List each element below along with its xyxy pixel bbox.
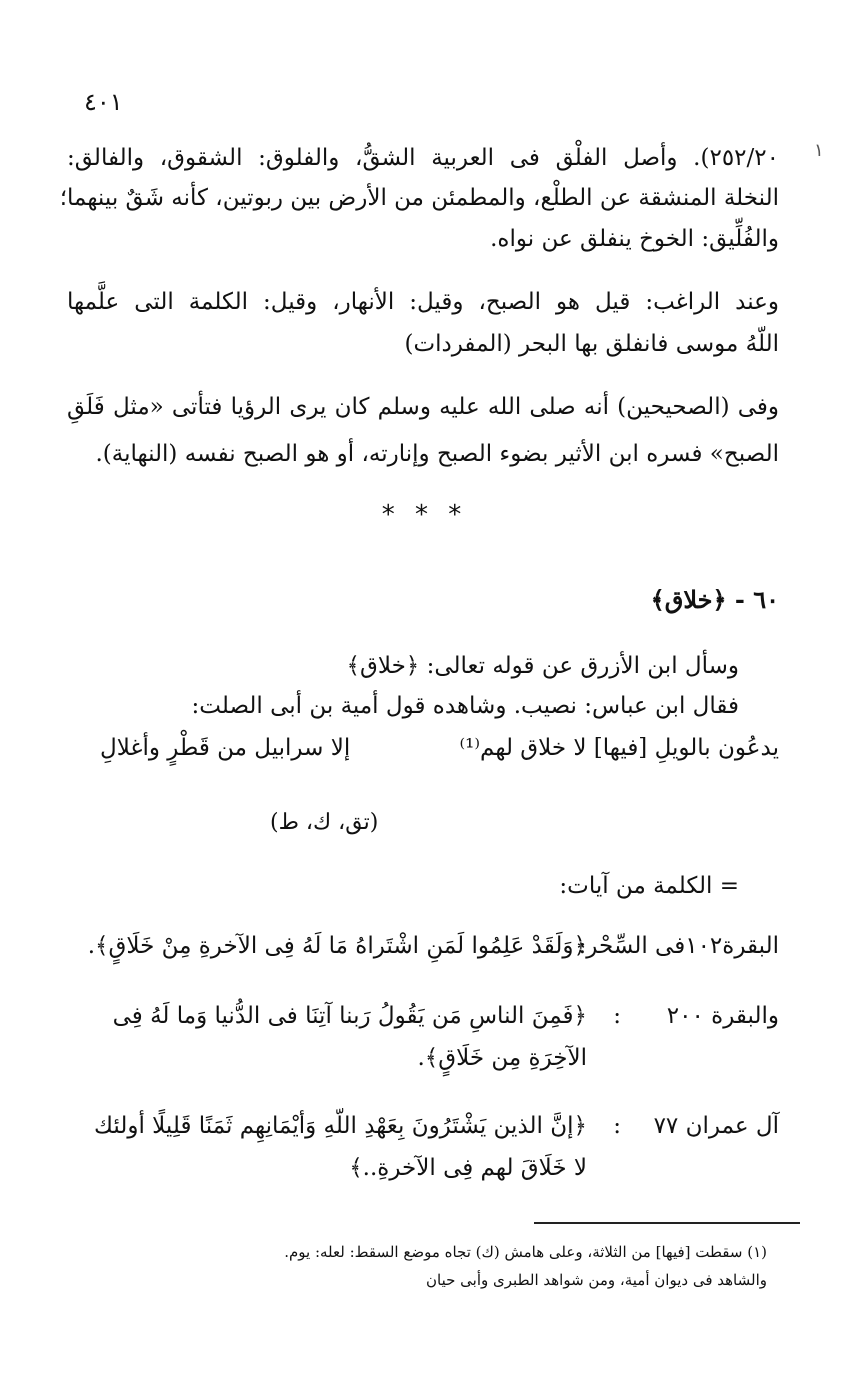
page-number: ٤٠١ xyxy=(84,88,123,116)
reference-2-text-line-2: الآخِرَةِ مِن خَلَاقٍ﴾. xyxy=(417,1045,587,1071)
reference-2-colon: : xyxy=(613,1003,621,1029)
paragraph-3-line-1: وفى (الصحيحين) أنه صلى الله عليه وسلم كان يرى الرؤيا فتأتى «مثل فَلَقِ xyxy=(67,394,779,420)
paragraph-2-line-1: وعند الراغب: قيل هو الصبح، وقيل: الأنهار، وقيل: الكلمة التى علَّمها xyxy=(67,289,779,315)
entry-question: وسأل ابن الأزرق عن قوله تعالى: ﴿خلاق﴾ xyxy=(346,653,739,679)
footnote-divider xyxy=(534,1222,800,1224)
footnote-line-2: والشاهد فى ديوان أمية، ومن شواهد الطبرى وأبى حيان xyxy=(426,1271,767,1289)
verse-first-hemistich: يدعُون بالويلِ [فيها] لا خلاق لهم⁽¹⁾ xyxy=(459,735,779,761)
paragraph-1-line-3: والفُلِّيق: الخوخ ينفلق عن نواه. xyxy=(490,226,779,252)
paragraph-1-line-1: ٢٥٢/٢٠). وأصل الفلْق فى العربية الشقُّ، والفلوق: الشقوق، والفالق: xyxy=(67,145,779,171)
reference-2-label: والبقرة ٢٠٠ xyxy=(666,1003,779,1029)
margin-mark: ١ xyxy=(814,140,824,161)
reference-3-text-line-1: ﴿إنَّ الذين يَشْتَرُونَ بِعَهْدِ اللّهِ وَأيْمَانِهِم ثَمَنًا قَلِيلًا أولئك xyxy=(94,1113,587,1139)
reference-1-text: ﴿وَلَقَدْ عَلِمُوا لَمَنِ اشْتَراهُ مَا لَهُ فِى الآخرةِ مِنْ خَلَاقٍ﴾. xyxy=(87,933,587,959)
ayat-label: = الكلمة من آيات: xyxy=(559,873,739,899)
reference-3-label: آل عمران ٧٧ xyxy=(653,1113,779,1139)
section-separator: * * * xyxy=(381,500,468,530)
footnote-line-1: (١) سقطت [فيها] من الثلاثة، وعلى هامش (ك) تجاه موضع السقط: لعله: يوم. xyxy=(284,1243,767,1261)
paragraph-1-line-2: النخلة المنشقة عن الطلْع، والمطمئن من الأرض بين ربوتين، كأنه شَقٌ بينهما؛ xyxy=(59,185,779,211)
entry-heading: ٦٠ - ﴿خلاق﴾ xyxy=(650,585,779,614)
reference-1-label: البقرة١٠٢فى السِّحْر: xyxy=(578,933,779,959)
paragraph-3-line-2: الصبح» فسره ابن الأثير بضوء الصبح وإنارته، أو هو الصبح نفسه (النهاية). xyxy=(95,441,779,467)
paragraph-2-line-2: اللّهُ موسى فانفلق بها البحر (المفردات) xyxy=(404,331,779,357)
reference-2-text-line-1: ﴿فَمِنَ الناسِ مَن يَقُولُ رَبنا آتِنَا فى الدُّنيا وَما لَهُ فِى xyxy=(112,1003,587,1029)
reference-3-colon: : xyxy=(613,1113,621,1139)
entry-answer: فقال ابن عباس: نصيب. وشاهده قول أمية بن أبى الصلت: xyxy=(191,693,739,719)
verse-sources: (تق، ك، ط) xyxy=(270,810,379,835)
reference-3-text-line-2: لا خَلَاقَ لهم فِى الآخرةِ..﴾ xyxy=(349,1155,587,1181)
verse-second-hemistich: إلا سرابيل من قَطْرٍ وأغلالِ xyxy=(100,735,351,761)
